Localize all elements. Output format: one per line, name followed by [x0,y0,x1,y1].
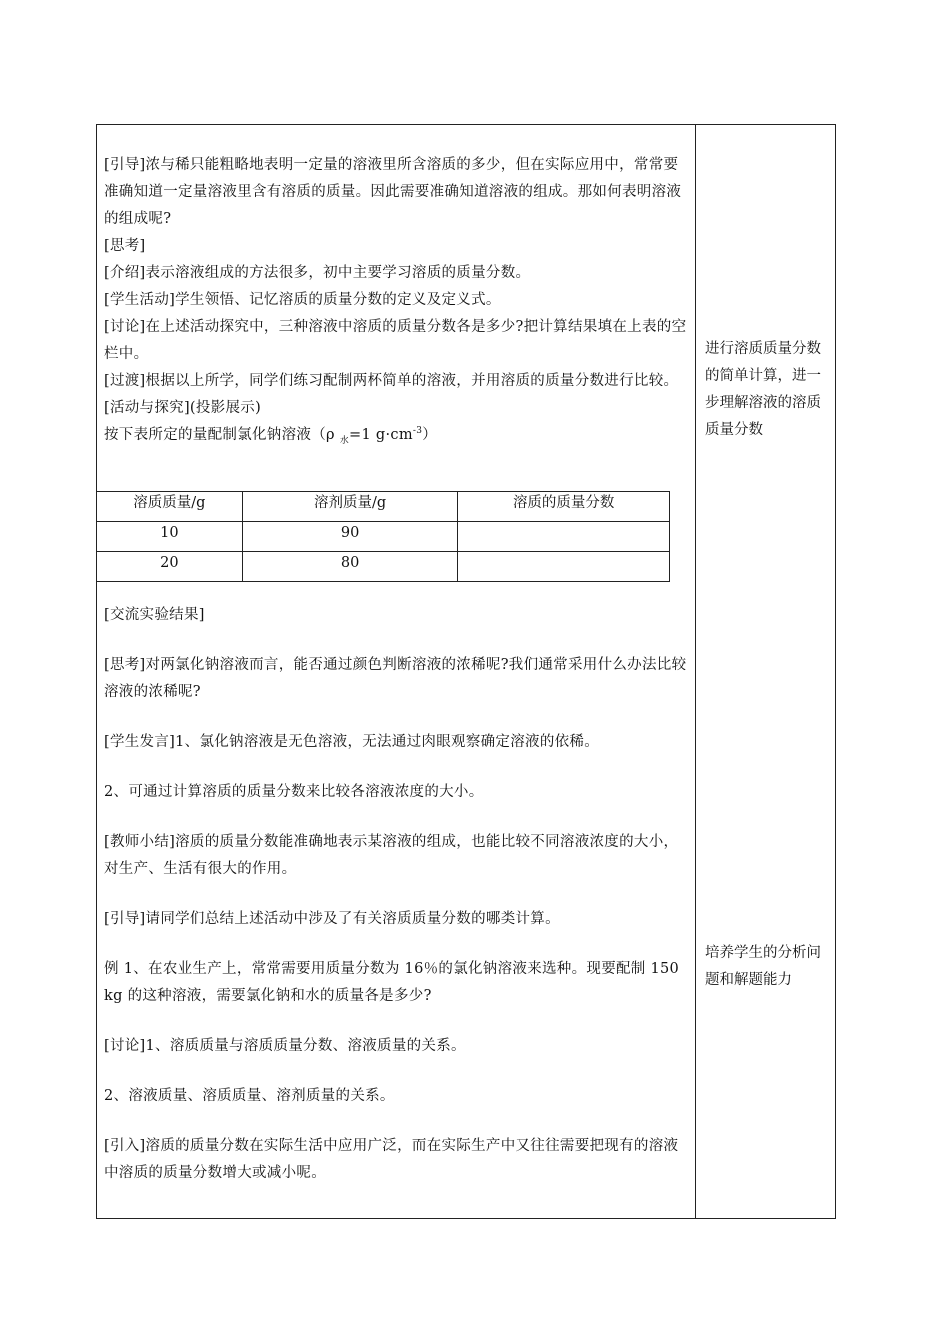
paragraph-discussion: [讨论]在上述活动探究中，三种溶液中溶质的质量分数各是多少?把计算结果填在上表的空栏中。 [104,319,687,362]
paragraph-activity-explore: [活动与探究](投影展示) [104,400,262,416]
table-row [97,522,670,552]
experiment-table [96,491,670,582]
column-divider [695,124,696,1219]
paragraph-student-speech: [学生发言]1、氯化钠溶液是无色溶液，无法通过肉眼观察确定溶液的依稀。 [104,734,600,750]
paragraph-guide-2: [引导]请同学们总结上述活动中涉及了有关溶质质量分数的哪类计算。 [104,911,560,927]
table-cell [458,552,670,582]
teaching-process-column [104,152,688,449]
paragraph-transition: [过渡]根据以上所学，同学们练习配制两杯简单的溶液，并用溶质的质量分数进行比较。 [104,373,679,389]
paragraph-teacher-summary: [教师小结]溶质的质量分数能准确地表示某溶液的组成，也能比较不同溶液浓度的大小，对生产、生活有很大的作用。 [104,834,679,877]
table-header-row [97,492,670,522]
teaching-process-lower [104,602,688,1187]
paragraph-introduce: [介绍]表示溶液组成的方法很多，初中主要学习溶质的质量分数。 [104,265,531,281]
header-solute-mass: 溶质质量/g [97,492,243,522]
table-cell: 90 [242,522,458,552]
header-solvent-mass: 溶剂质量/g [242,492,458,522]
table-cell: 80 [242,552,458,582]
paragraph-guide: [引导]浓与稀只能粗略地表明一定量的溶液里所含溶质的多少，但在实际应用中，常常要准确知道一定量溶液里含有溶质的质量。因此需要准确知道溶液的组成。那如何表明溶液的组成呢? [104,157,682,227]
design-intent-note-2: 培养学生的分析问题和解题能力 [705,945,821,988]
paragraph-discussion-2: [讨论]1、溶质质量与溶质质量分数、溶液质量的关系。 [104,1038,466,1054]
table-intro: 按下表所定的量配制氯化钠溶液（ρ $_水$=1 $g\cdot cm^{-3}$） [104,426,438,446]
table-cell: 10 [97,522,243,552]
header-mass-fraction: 溶质的质量分数 [458,492,670,522]
paragraph-introduce-2: [引入]溶质的质量分数在实际生活中应用广泛，而在实际生产中又往往需要把现有的溶液中溶质的质量分数增大或减小呢。 [104,1138,679,1181]
paragraph-think: [思考] [104,238,146,254]
paragraph-discussion-3: 2、溶液质量、溶质质量、溶剂质量的关系。 [104,1088,395,1104]
table-cell: 20 [97,552,243,582]
paragraph-think-2: [思考]对两氯化钠溶液而言，能否通过颜色判断溶液的浓稀呢?我们通常采用什么办法比较溶液的浓稀呢? [104,657,687,700]
table-cell [458,522,670,552]
paragraph-speech-2: 2、可通过计算溶质的质量分数来比较各溶液浓度的大小。 [104,784,484,800]
paragraph-exchange-results: [交流实验结果] [104,607,205,623]
paragraph-example-1: 例 1、在农业生产上，常常需要用质量分数为 16％的氯化钠溶液来选种。现要配制 150 kg 的这种溶液，需要氯化钠和水的质量各是多少? [104,961,680,1004]
design-intent-note-1: 进行溶质质量分数的简单计算，进一步理解溶液的溶质质量分数 [705,341,821,438]
table-row [97,552,670,582]
paragraph-student-activity: [学生活动]学生领悟、记忆溶质的质量分数的定义及定义式。 [104,292,501,308]
